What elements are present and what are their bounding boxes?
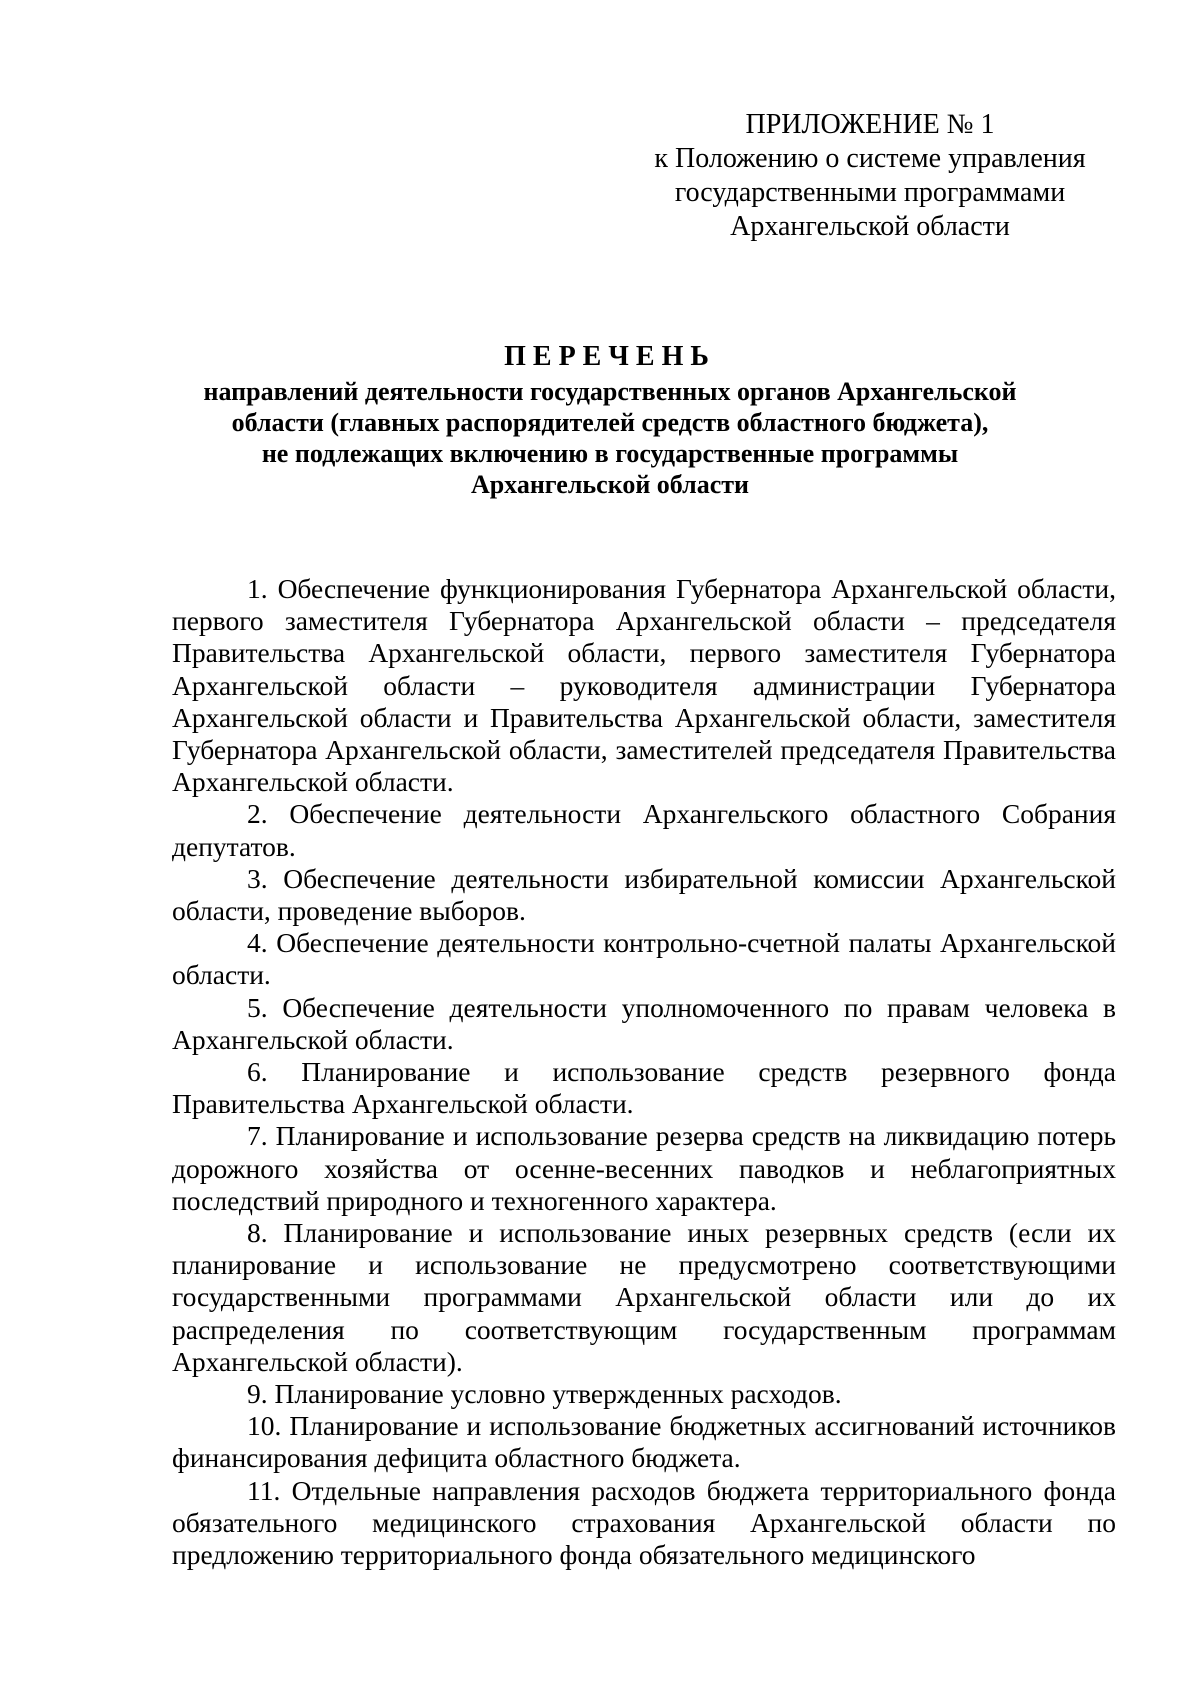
list-item: 4. Обеспечение деятельности контрольно-счетной палаты Архангельской области. [172, 927, 1116, 991]
subtitle-line: направлений деятельности государственных органов Архангельской [203, 377, 1017, 406]
list-item: 5. Обеспечение деятельности уполномоченного по правам человека в Архангельской области. [172, 991, 1116, 1055]
document-title [150, 340, 1070, 500]
list-item: 1. Обеспечение функционирования Губернатора Архангельской области, первого заместителя Губернатора Архангельской области – председателя Правительства Архангельской области, первого заместителя Губернатора Архангельской области – руководителя администрации Губернатора Архангельской области и Правительства Архангельской области, заместителя Губернатора Архангельской области, заместителей председателя Правительства Архангельской области. [172, 573, 1116, 798]
appendix-reference-line: Архангельской области [730, 211, 1010, 242]
items-list [172, 573, 1116, 1571]
list-item: 10. Планирование и использование бюджетных ассигнований источников финансирования дефицита областного бюджета. [172, 1410, 1116, 1474]
list-item: 8. Планирование и использование иных резервных средств (если их планирование и использование не предусмотрено соответствующими государственными программами Архангельской области или до их распределения по соответствующим государственным программам Архангельской области). [172, 1217, 1116, 1377]
list-item: 2. Обеспечение деятельности Архангельского областного Собрания депутатов. [172, 798, 1116, 862]
appendix-number: ПРИЛОЖЕНИЕ № 1 [745, 109, 995, 140]
subtitle-line: не подлежащих включению в государственные программы [261, 439, 959, 468]
appendix-reference-line: к Положению о системе управления [654, 143, 1086, 174]
title-heading: ПЕРЕЧЕНЬ [504, 341, 716, 372]
list-item: 9. Планирование условно утвержденных расходов. [247, 1378, 842, 1410]
subtitle-line: Архангельской области [470, 470, 750, 499]
list-item: 7. Планирование и использование резерва средств на ликвидацию потерь дорожного хозяйства от осенне-весенних паводков и неблагоприятных последствий природного и техногенного характера. [172, 1120, 1116, 1216]
title-subtitle [150, 376, 1070, 500]
list-item: 3. Обеспечение деятельности избирательной комиссии Архангельской области, проведение выборов. [172, 862, 1116, 927]
appendix-reference-line: государственными программами [674, 177, 1066, 208]
subtitle-line: области (главных распорядителей средств областного бюджета), [231, 408, 989, 437]
list-item: 6. Планирование и использование средств резервного фонда Правительства Архангельской области. [172, 1056, 1116, 1120]
list-item: 11. Отдельные направления расходов бюджета территориального фонда обязательного медицинского страхования Архангельской области по предложению территориального фонда обязательного медицинского [172, 1474, 1116, 1571]
appendix-header [620, 108, 1120, 244]
